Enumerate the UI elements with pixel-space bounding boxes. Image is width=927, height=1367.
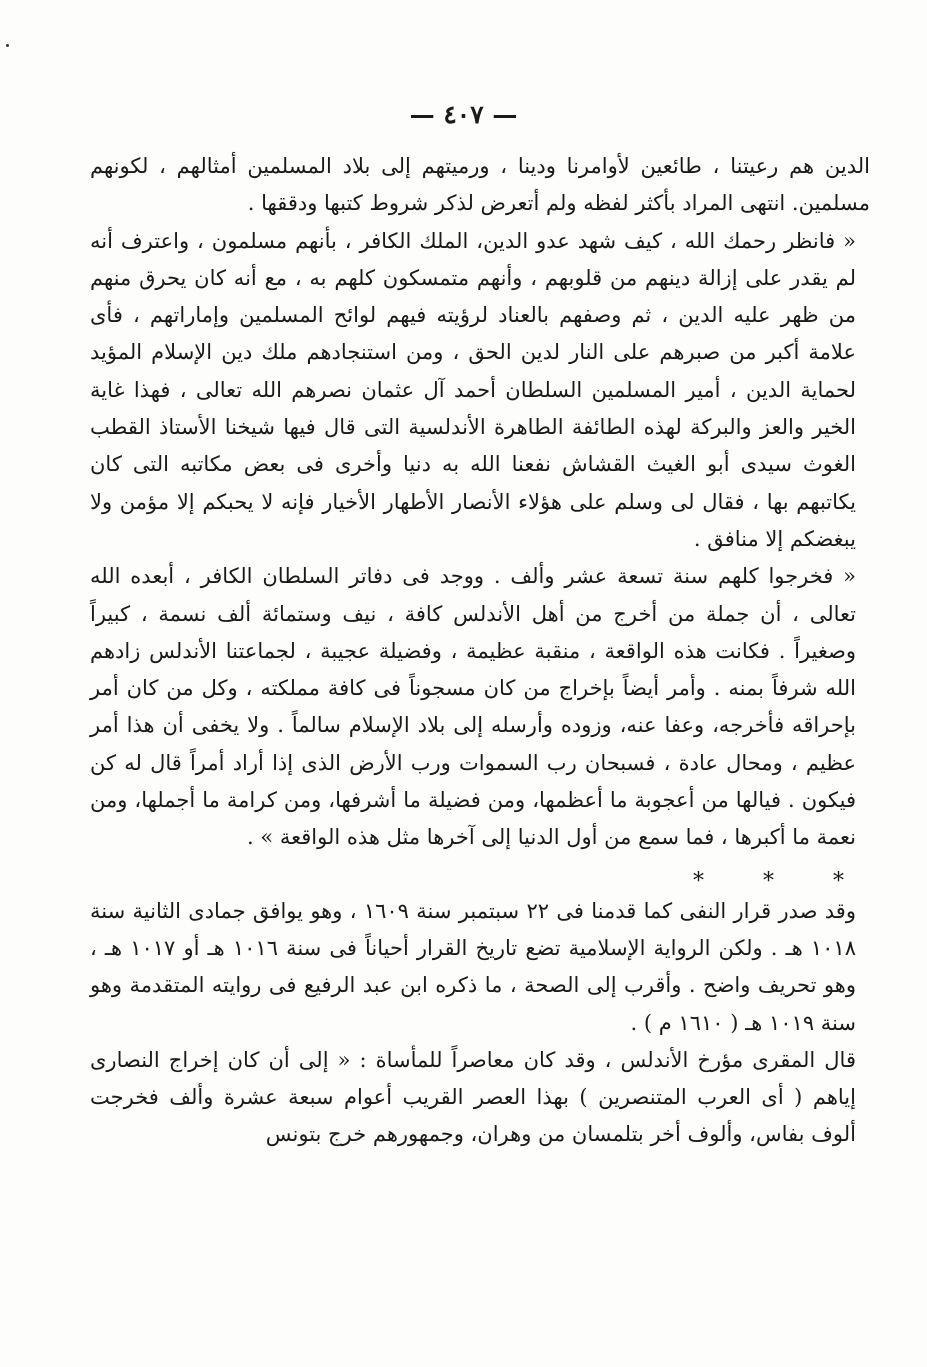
- margin-dot: [6, 44, 9, 47]
- paragraph-5: قال المقرى مؤرخ الأندلس ، وقد كان معاصراً للمأساة : « إلى أن كان إخراج النصارى إياهم ( أى العرب المتنصرين ) بهذا العصر القريب أعوام سبعة عشرة وألف فخرجت ألوف بفاس، وألوف أخر بتلمسان من وهران، وجمهورهم خرج بتونس: [90, 1047, 856, 1147]
- paragraph-3: « فخرجوا كلهم سنة تسعة عشر وألف . ووجد فى دفاتر السلطان الكافر ، أبعده الله تعالى ، أن جملة من أخرج من أهل الأندلس كافة ، نيف وستمائة ألف نسمة ، كبيراً وصغيراً . فكانت هذه الواقعة ، منقبة عظيمة ، وفضيلة عجيبة ، لجماعتنا الأندلس زادهم الله شرفاً بمنه . وأمر أيضاً بإخراج من كان مسجوناً فى كافة مملكته ، وكل من كان أمر بإحراقه فأخرجه، وعفا عنه، وزوده وأرسله إلى بلاد الإسلام سالماً . ولا يخفى أن هذا أمر عظيم ، ومحال عادة ، فسبحان رب السموات ورب الأرض الذى إذا أراد أمراً قال له كن فيكون . فيالها من أعجوبة ما أعظمها، ومن فضيلة ما أشرفها، ومن كرامة ما أجملها، ومن نعمة ما أكبرها ، فما سمع من أول الدنيا إلى آخرها مثل هذه الواقعة » .: [90, 564, 856, 850]
- paragraph-2: « فانظر رحمك الله ، كيف شهد عدو الدين، الملك الكافر ، بأنهم مسلمون ، واعترف أنه لم يقدر على إزالة دينهم من قلوبهم ، وأنهم متمسكون كلهم به ، مع أنه كان يحرق منهم من ظهر عليه الدين ، ثم وصفهم بالعناد لرؤيته فيهم لوائح المسلمين وإماراتهم ، فأى علامة أكبر من صبرهم على النار لدين الحق ، ومن استنجادهم ملك دين الإسلام المؤيد لحماية الدين ، أمير المسلمين السلطان أحمد آل عثمان نصرهم الله تعالى ، فهذا غاية الخير والعز والبركة لهذه الطائفة الطاهرة الأندلسية التى قال فيها شيخنا الأستاذ القطب الغوث سيدى أبو الغيث القشاش نفعنا الله به دنيا وأخرى فى بعض مكاتبه التى كان يكاتبهم بها ، فقال لى وسلم على هؤلاء الأنصار الأطهار الأخيار فإنه لا يحبكم إلا مؤمن ولا يبغضكم إلا منافق .: [90, 228, 856, 551]
- paragraph-1: الدين هم رعيتنا ، طائعين لأوامرنا ودينا ، ورميتهم إلى بلاد المسلمين أمثالهم ، لكونهم مسلمين. انتهى المراد بأكثر لفظه ولم أتعرض لذكر شروط كتبها ودققها .: [90, 154, 870, 216]
- paragraph-4: وقد صدر قرار النفى كما قدمنا فى ٢٢ سبتمبر سنة ١٦٠٩ ، وهو يوافق جمادى الثانية سنة ١٠١٨ هـ . ولكن الرواية الإسلامية تضع تاريخ القرار أحياناً فى سنة ١٠١٦ هـ أو ١٠١٧ هـ ، وهو تحريف واضح . وأقرب إلى الصحة ، ما ذكره ابن عبد الرفيع فى روايته المتقدمة وهو سنة ١٠١٩ هـ ( ١٦١٠ م ) .: [90, 898, 856, 1035]
- page-number: — ٤٠٧ —: [409, 100, 518, 129]
- body-text: [90, 148, 870, 1154]
- section-separator: * * *: [693, 868, 870, 894]
